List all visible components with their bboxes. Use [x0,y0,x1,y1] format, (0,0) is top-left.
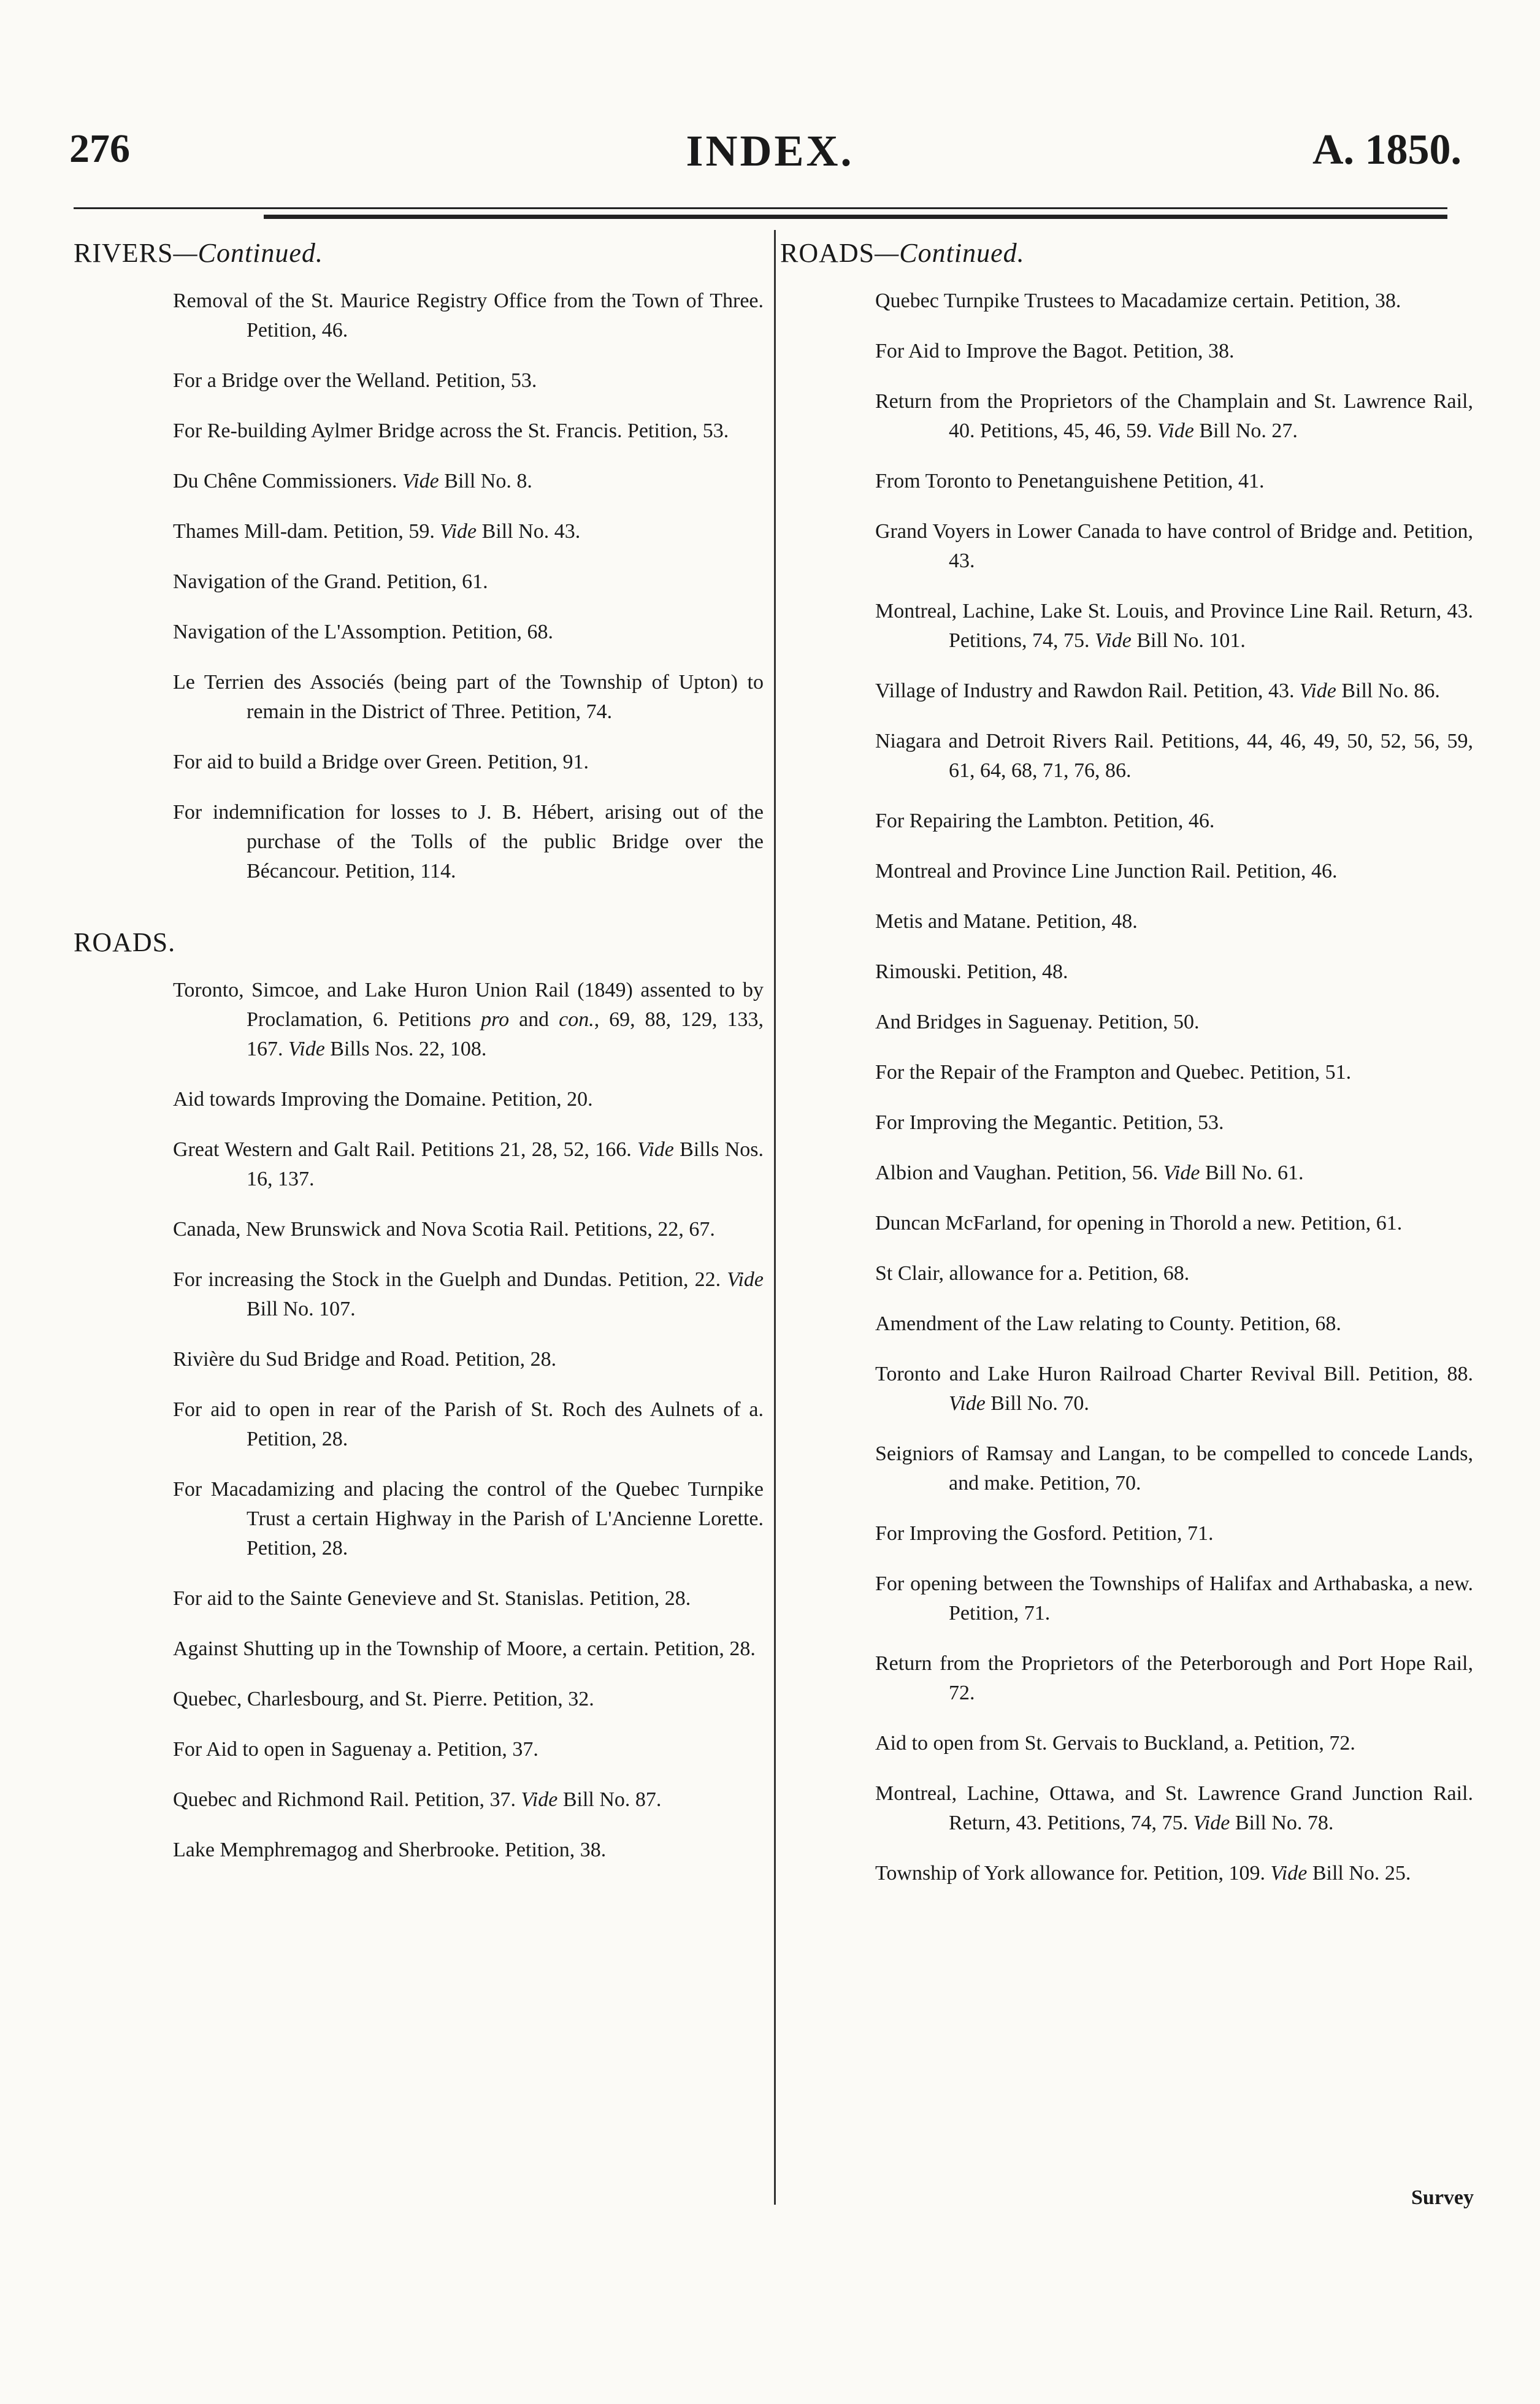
page-number: 276 [69,126,130,171]
index-entry: Great Western and Galt Rail. Petitions 21, 28, 52, 166. Vide Bills Nos. 16, 137. [173,1138,764,1190]
rivers-heading [74,236,764,270]
index-entry: Seigniors of Ramsay and Langan, to be compelled to concede Lands, and make. Petition, 70. [875,1442,1473,1495]
index-entry: Le Terrien des Associés (being part of the Township of Upton) to remain in the District of Three. Petition, 74. [173,671,764,723]
index-entry: Removal of the St. Maurice Registry Office from the Town of Three. Petition, 46. [173,289,764,342]
index-entry: St Clair, allowance for a. Petition, 68. [875,1262,1190,1285]
index-entry: For aid to open in rear of the Parish of St. Roch des Aulnets of a. Petition, 28. [173,1398,764,1450]
column-divider [774,230,776,2205]
page-header [0,126,1540,193]
index-entry: For indemnification for losses to J. B. Hébert, arising out of the purchase of the Tolls of the public Bridge over the Bécancour. Petition, 114. [173,801,764,882]
index-entry: Du Chêne Commissioners. Vide Bill No. 8. [173,470,532,492]
index-entry: For a Bridge over the Welland. Petition, 53. [173,369,537,392]
index-entry: For aid to build a Bridge over Green. Petition, 91. [173,751,589,773]
index-entry: Village of Industry and Rawdon Rail. Petition, 43. Vide Bill No. 86. [875,679,1440,702]
index-entry: Amendment of the Law relating to County. Petition, 68. [875,1312,1341,1335]
index-entry: Aid towards Improving the Domaine. Petition, 20. [173,1088,593,1111]
index-entry: Lake Memphremagog and Sherbrooke. Petition, 38. [173,1839,607,1861]
catchword: Survey [1411,2186,1474,2209]
index-entry: Against Shutting up in the Township of Moore, a certain. Petition, 28. [173,1637,756,1660]
header-rule-thick [264,215,1447,219]
rivers-heading-continued: —Continued. [173,238,323,268]
index-entry: Montreal, Lachine, Lake St. Louis, and Province Line Rail. Return, 43. Petitions, 74, 75. Vide Bill No. 101. [875,600,1473,652]
index-entry: Toronto and Lake Huron Railroad Charter Revival Bill. Petition, 88. Vide Bill No. 70. [875,1363,1473,1415]
index-entry: For Re-building Aylmer Bridge across the St. Francis. Petition, 53. [173,419,729,442]
roads-continued-suffix: —Continued. [875,238,1025,268]
index-entry: Duncan McFarland, for opening in Thorold a new. Petition, 61. [875,1212,1403,1235]
roads-entry-list-right [780,286,1473,1888]
index-entry: Quebec Turnpike Trustees to Macadamize certain. Petition, 38. [875,289,1401,312]
index-entry: Thames Mill-dam. Petition, 59. Vide Bill No. 43. [173,520,581,543]
roads-heading: ROADS. [74,927,176,957]
index-entry: Navigation of the Grand. Petition, 61. [173,570,488,593]
index-entry: And Bridges in Saguenay. Petition, 50. [875,1011,1200,1033]
index-entry: For Repairing the Lambton. Petition, 46. [875,810,1215,832]
index-entry: From Toronto to Penetanguishene Petition, 41. [875,470,1265,492]
index-entry: For Improving the Gosford. Petition, 71. [875,1522,1214,1545]
index-entry: For Macadamizing and placing the control of the Quebec Turnpike Trust a certain Highway in the Parish of L'Ancienne Lorette. Petition, 28. [173,1478,764,1560]
index-entry: Navigation of the L'Assomption. Petition, 68. [173,621,553,643]
index-entry: Aid to open from St. Gervais to Buckland, a. Petition, 72. [875,1732,1355,1755]
index-entry: For increasing the Stock in the Guelph and Dundas. Petition, 22. Vide Bill No. 107. [173,1268,764,1320]
index-entry: Return from the Proprietors of the Peterborough and Port Hope Rail, 72. [875,1652,1473,1704]
rivers-entry-list [74,286,764,886]
index-entry: Rivière du Sud Bridge and Road. Petition, 28. [173,1348,557,1371]
index-entry: Rimouski. Petition, 48. [875,960,1068,983]
index-entry: Return from the Proprietors of the Champlain and St. Lawrence Rail, 40. Petitions, 45, 46, 59. Vide Bill No. 27. [875,390,1473,442]
roads-continued-heading [780,236,1473,270]
index-entry: For Aid to open in Saguenay a. Petition, 37. [173,1738,538,1761]
roads-entry-list-left [74,976,764,1865]
index-entry: Montreal and Province Line Junction Rail. Petition, 46. [875,860,1338,882]
index-entry: Quebec and Richmond Rail. Petition, 37. Vide Bill No. 87. [173,1788,662,1811]
index-entry: Niagara and Detroit Rivers Rail. Petitions, 44, 46, 49, 50, 52, 56, 59, 61, 64, 68, 71, 76, 86. [875,730,1473,782]
index-entry: Quebec, Charlesbourg, and St. Pierre. Petition, 32. [173,1688,594,1710]
roads-continued-label: ROADS [780,238,875,268]
right-column [780,236,1473,1909]
index-entry: Toronto, Simcoe, and Lake Huron Union Rail (1849) assented to by Proclamation, 6. Petitions pro and con., 69, 88, 129, 133, 167. Vide Bills Nos. 22, 108. [173,979,764,1060]
index-entry: Albion and Vaughan. Petition, 56. Vide Bill No. 61. [875,1162,1304,1184]
header-rule-thin [74,207,1447,209]
page-year: A. 1850. [1312,126,1461,174]
index-entry: Grand Voyers in Lower Canada to have control of Bridge and. Petition, 43. [875,520,1473,572]
index-entry: For Improving the Megantic. Petition, 53. [875,1111,1224,1134]
rivers-heading-label: RIVERS [74,238,174,268]
index-entry: For aid to the Sainte Genevieve and St. Stanislas. Petition, 28. [173,1587,691,1610]
index-entry: Metis and Matane. Petition, 48. [875,910,1138,933]
index-entry: Township of York allowance for. Petition, 109. Vide Bill No. 25. [875,1862,1411,1885]
index-entry: For opening between the Townships of Halifax and Arthabaska, a new. Petition, 71. [875,1572,1473,1625]
index-entry: Montreal, Lachine, Ottawa, and St. Lawrence Grand Junction Rail. Return, 43. Petitions, 74, 75. Vide Bill No. 78. [875,1782,1473,1834]
index-entry: For Aid to Improve the Bagot. Petition, 38. [875,340,1235,362]
left-column [74,236,764,1886]
index-entry: For the Repair of the Frampton and Quebec. Petition, 51. [875,1061,1352,1084]
page-title: INDEX. [686,126,854,175]
index-entry: Canada, New Brunswick and Nova Scotia Rail. Petitions, 22, 67. [173,1218,715,1241]
